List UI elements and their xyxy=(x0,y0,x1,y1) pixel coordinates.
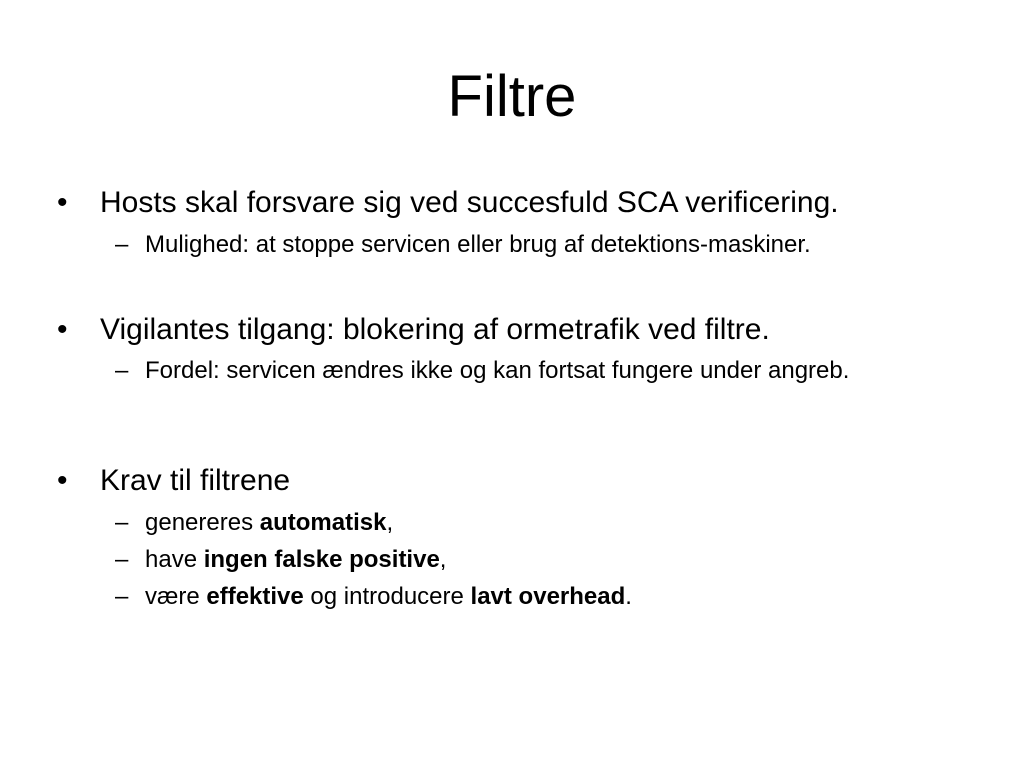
bullet-text: Hosts skal forsvare sig ved succesfuld SCA verificering. xyxy=(100,186,839,219)
slide-title: Filtre xyxy=(447,64,577,129)
bullet-marker: • xyxy=(57,464,68,497)
sub-bullet-3-1 xyxy=(115,507,905,539)
dash-marker: – xyxy=(115,509,129,536)
bullet-text: Krav til filtrene xyxy=(100,464,291,497)
sub-bullet-text-post: , xyxy=(386,509,394,536)
sub-bullet-text: Mulighed: at stoppe servicen eller brug af detektions-maskiner. xyxy=(145,231,811,258)
dash-marker: – xyxy=(115,546,129,573)
bullet-item-1 xyxy=(57,186,839,220)
sub-bullet-text-bold-2: lavt overhead xyxy=(470,583,626,610)
bullet-item-3 xyxy=(57,464,291,498)
bullet-item-2 xyxy=(57,313,770,347)
sub-bullet-2-1 xyxy=(115,355,905,387)
sub-bullet-text-bold: ingen falske positive xyxy=(203,546,440,573)
dash-marker: – xyxy=(115,231,129,258)
sub-bullet-text-post: , xyxy=(439,546,447,573)
sub-bullet-3-2 xyxy=(115,544,905,576)
dash-marker: – xyxy=(115,357,129,384)
sub-bullet-text-mid: og introducere xyxy=(303,583,471,610)
sub-bullet-text-bold-1: effektive xyxy=(206,583,304,610)
sub-bullet-text: Fordel: servicen ændres ikke og kan fortsat fungere under angreb. xyxy=(145,357,850,384)
sub-bullet-text-bold: automatisk xyxy=(259,509,387,536)
sub-bullet-text-pre: have xyxy=(145,546,204,573)
sub-bullet-text-pre: genereres xyxy=(145,509,260,536)
bullet-text: Vigilantes tilgang: blokering af ormetrafik ved filtre. xyxy=(100,313,770,346)
sub-bullet-1-1 xyxy=(115,229,905,261)
bullet-marker: • xyxy=(57,313,68,346)
sub-bullet-text-post: . xyxy=(625,583,632,610)
dash-marker: – xyxy=(115,583,129,610)
sub-bullet-3-3 xyxy=(115,581,905,613)
bullet-marker: • xyxy=(57,186,68,219)
sub-bullet-text-pre: være xyxy=(145,583,207,610)
